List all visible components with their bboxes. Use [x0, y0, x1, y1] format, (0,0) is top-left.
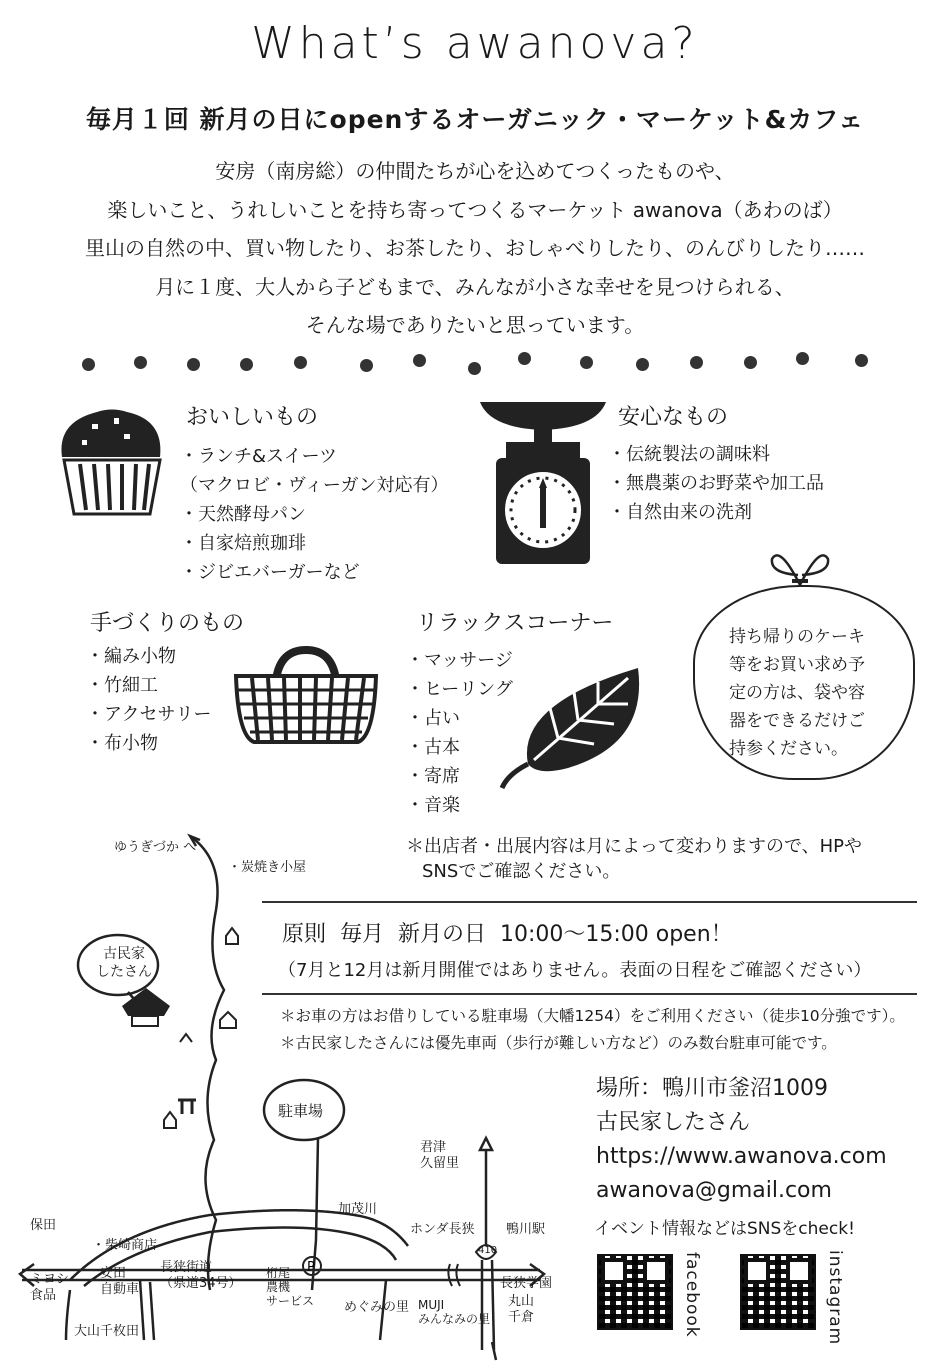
facebook-label: facebook	[682, 1252, 702, 1338]
ribbon-icon	[770, 545, 830, 589]
map-label-yugifuka: ゆうぎづか へ	[114, 840, 197, 855]
bubble-line: 等をお買い求め予	[729, 655, 865, 675]
list-item: ・ 音楽	[406, 791, 513, 820]
list-item: ・ 天然酵母パン	[180, 500, 449, 529]
list-item: ・ 竹細工	[86, 671, 211, 700]
map-label-kamogawa-river: 加茂川	[338, 1202, 378, 1217]
venue-address: 場所：鴨川市釜沼1009	[596, 1076, 828, 1101]
venue-url[interactable]: https://www.awanova.com	[596, 1144, 887, 1169]
list-item: ・ 伝統製法の調味料	[608, 440, 824, 469]
map-label-miyoshi: ミヨシ 食品	[30, 1272, 70, 1303]
bubble-line: 持参ください。	[729, 739, 848, 759]
map-label-nagasa-road: 長狭街道 （県道34号）	[160, 1260, 242, 1291]
section-heading-anshin: 安心なもの	[618, 405, 729, 430]
venue-email[interactable]: awanova@gmail.com	[596, 1178, 832, 1203]
list-item: ・ 寄席	[406, 762, 513, 791]
instagram-qr-code[interactable]	[740, 1254, 816, 1330]
list-item: （マクロビ・ヴィーガン対応有）	[180, 475, 449, 496]
list-item: ・ ジビエバーガーなど	[180, 558, 449, 587]
map-label-maruyama: 丸山 千倉	[508, 1294, 535, 1325]
list-anshin	[608, 440, 824, 527]
section-heading-relax: リラックスコーナー	[416, 611, 614, 636]
list-item: ・ アクセサリー	[86, 700, 211, 729]
takeout-note-bubble	[693, 585, 915, 780]
intro-paragraph	[0, 152, 950, 345]
map-label-shibasaki: ・柴崎商店	[92, 1238, 158, 1253]
page-title: What’s awanova?	[251, 18, 699, 69]
basket-icon	[232, 646, 380, 746]
map-label-parking: 駐車場	[278, 1102, 324, 1120]
list-tezukuri	[86, 642, 211, 758]
venue-name: 古民家したさん	[596, 1110, 751, 1135]
muffin-icon	[52, 402, 172, 522]
schedule-main: 原則 毎月 新月の日 10:00〜15:00 open！	[282, 922, 733, 947]
map-label-kamogawa-station: 鴨川駅	[506, 1222, 546, 1237]
bubble-line: 持ち帰りのケーキ	[729, 627, 865, 647]
list-item: ・ ヒーリング	[406, 675, 513, 704]
schedule-sub: （7月と12月は新月開催ではありません。表面の日程をご確認ください）	[278, 960, 872, 981]
leaf-icon	[498, 664, 644, 790]
parking-note: ＊お車の方はお借りしている駐車場（大幡1254）をご利用ください（徒歩10分強です）。	[280, 1007, 905, 1025]
map-label-hosoda: 保田	[30, 1218, 57, 1233]
page-subtitle: 毎月１回 新月の日にopenするオーガニック・マーケット&カフェ	[85, 105, 865, 134]
map-label-megumi: めぐみの里	[344, 1300, 410, 1315]
map-label-sumiyaki: ・炭焼き小屋	[228, 860, 307, 875]
scale-icon	[478, 398, 608, 570]
section-heading-oishii: おいしいもの	[186, 405, 319, 430]
sns-note: イベント情報などはSNSをcheck!	[594, 1219, 855, 1239]
map-label-muji: MUJI みんなみの里	[418, 1298, 491, 1326]
bubble-line: 器をできるだけご	[729, 711, 865, 731]
dot-divider	[60, 356, 890, 376]
instagram-label: instagram	[825, 1250, 845, 1346]
map-label-kominka: 古民家 したさん	[96, 946, 152, 980]
map-label-honda: ホンダ長狭	[410, 1222, 475, 1237]
intro-line: 月に１度、大人から子どもまで、みんなが小さな幸せを見つけられる、	[155, 274, 795, 299]
list-item: ・ 古本	[406, 733, 513, 762]
venue-info	[596, 1072, 887, 1208]
exhibitor-note-line: SNSでご確認ください。	[422, 861, 621, 882]
intro-line: 安房（南房総）の仲間たちが心を込めてつくったものや、	[215, 159, 735, 183]
list-item: ・ マッサージ	[406, 646, 513, 675]
intro-line: そんな場でありたいと思っています。	[305, 313, 645, 337]
map-label-oyama: 大山千枚田	[74, 1324, 140, 1339]
parking-note: ＊古民家したさんには優先車両（歩行が難しい方など）のみ数台駐車可能です。	[280, 1034, 837, 1052]
section-heading-tezukuri: 手づくりのもの	[90, 611, 245, 636]
facebook-qr-code[interactable]	[597, 1254, 673, 1330]
map-label-hio: 桁尾 農機 サービス	[266, 1266, 315, 1308]
list-item: ・ ランチ&スイーツ	[180, 442, 449, 471]
map-label-nagasa-school: 長狭学園	[500, 1276, 553, 1291]
list-item: ・ 無農薬のお野菜や加工品	[608, 469, 824, 498]
map-label-route410: 410	[478, 1245, 498, 1256]
exhibitor-note-line: ＊出店者・出展内容は月によって変わりますので、HPや	[406, 836, 863, 857]
svg-text:P: P	[307, 1260, 315, 1275]
map-label-yasuda: 安田 自動車	[100, 1266, 140, 1297]
list-item: ・ 編み小物	[86, 642, 211, 671]
list-item: ・ 自然由来の洗剤	[608, 498, 824, 527]
list-item: ・ 占い	[406, 704, 513, 733]
intro-line: 里山の自然の中、買い物したり、お茶したり、おしゃべりしたり、のんびりしたり……	[85, 236, 865, 260]
bubble-line: 定の方は、袋や容	[729, 683, 865, 703]
list-oishii	[180, 442, 449, 587]
list-item: ・ 自家焙煎珈琲	[180, 529, 449, 558]
list-relax	[406, 646, 513, 820]
list-item: ・ 布小物	[86, 729, 211, 758]
map-label-kimitsu: 君津 久留里	[420, 1140, 460, 1171]
intro-line: 楽しいこと、うれしいことを持ち寄ってつくるマーケット awanova（あわのば）	[107, 197, 843, 222]
